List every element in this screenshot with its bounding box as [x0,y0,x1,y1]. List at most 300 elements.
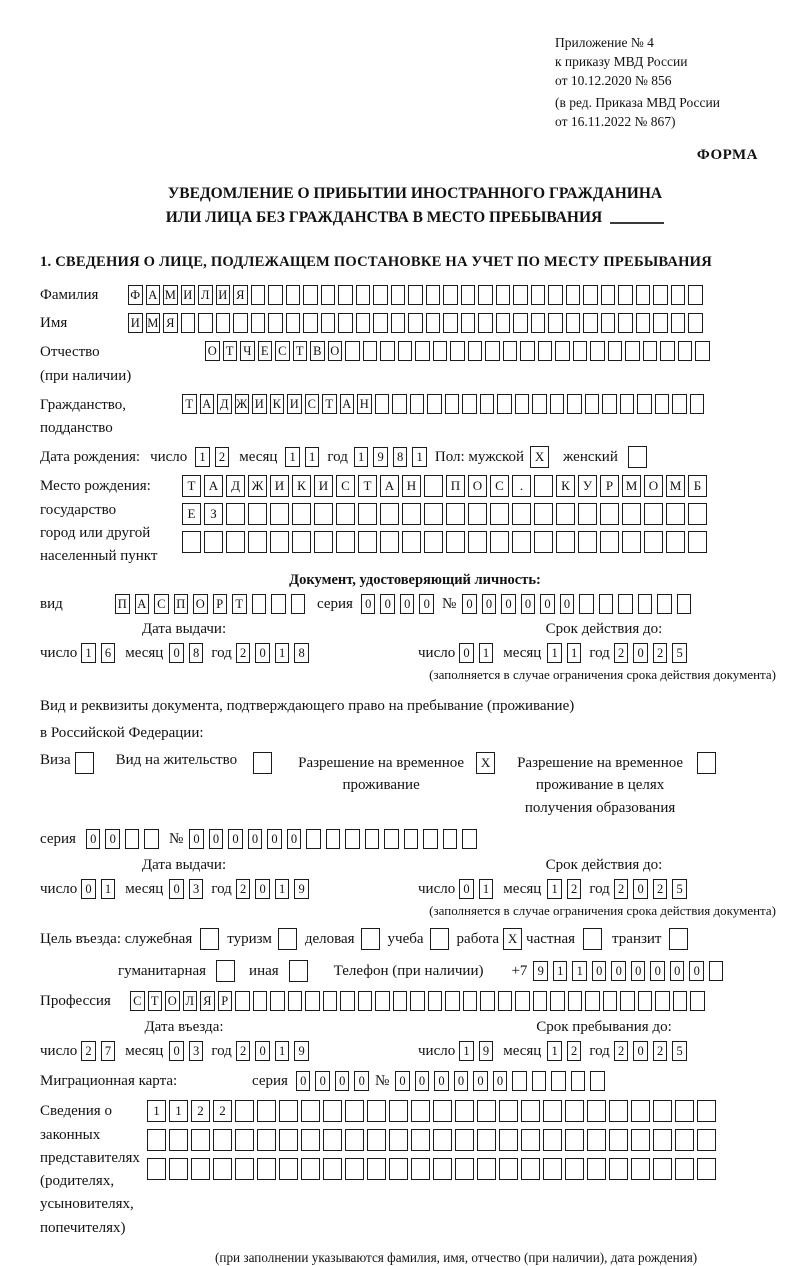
form-cell[interactable] [660,341,675,361]
form-cell[interactable] [478,285,493,305]
form-cell[interactable] [585,394,600,414]
form-cell[interactable] [345,1129,364,1151]
form-cell[interactable] [213,1158,232,1180]
form-cell[interactable]: 2 [236,643,251,663]
form-cell[interactable]: И [216,285,231,305]
form-cell[interactable] [468,503,487,525]
form-cell[interactable] [314,503,333,525]
form-cell[interactable]: С [490,475,509,497]
form-cell[interactable]: 3 [189,879,204,899]
form-cell[interactable]: 1 [275,879,290,899]
form-cell[interactable] [666,531,685,553]
form-cell[interactable]: А [340,394,355,414]
form-cell[interactable] [462,394,477,414]
form-cell[interactable]: 3 [189,1041,204,1061]
form-cell[interactable]: 2 [567,879,582,899]
form-cell[interactable] [198,313,213,333]
form-cell[interactable] [423,829,438,849]
form-cell[interactable] [373,313,388,333]
form-cell[interactable] [279,1129,298,1151]
form-cell[interactable] [455,1158,474,1180]
form-cell[interactable] [356,313,371,333]
form-cell[interactable] [365,829,380,849]
form-cell[interactable]: 6 [101,643,116,663]
form-cell[interactable]: И [181,285,196,305]
form-cell[interactable] [568,991,583,1011]
form-cell[interactable] [226,531,245,553]
form-cell[interactable]: 0 [335,1071,350,1091]
form-cell[interactable] [411,1129,430,1151]
form-cell[interactable] [533,991,548,1011]
form-cell[interactable]: Н [402,475,421,497]
form-cell[interactable] [321,313,336,333]
form-cell[interactable]: М [163,285,178,305]
form-cell[interactable]: С [305,394,320,414]
form-cell[interactable] [587,1158,606,1180]
form-cell[interactable] [363,341,378,361]
form-cell[interactable] [268,313,283,333]
form-cell[interactable] [345,829,360,849]
form-cell[interactable]: 0 [501,594,516,614]
form-cell[interactable]: 0 [459,879,474,899]
form-cell[interactable] [373,285,388,305]
form-cell[interactable]: М [622,475,641,497]
form-cell[interactable]: Д [226,475,245,497]
form-cell[interactable] [543,1158,562,1180]
form-cell[interactable] [251,313,266,333]
form-cell[interactable]: П [446,475,465,497]
form-cell[interactable] [428,991,443,1011]
form-cell[interactable] [289,960,308,982]
form-cell[interactable] [380,341,395,361]
form-cell[interactable]: 1 [547,643,562,663]
form-cell[interactable] [550,991,565,1011]
form-cell[interactable] [583,928,602,950]
form-cell[interactable] [235,1158,254,1180]
form-cell[interactable]: Ч [240,341,255,361]
form-cell[interactable] [144,829,159,849]
form-cell[interactable] [358,991,373,1011]
form-cell[interactable] [556,503,575,525]
form-cell[interactable]: 1 [169,1100,188,1122]
form-cell[interactable]: 0 [169,1041,184,1061]
form-cell[interactable] [321,285,336,305]
form-cell[interactable] [455,1129,474,1151]
form-cell[interactable] [303,285,318,305]
form-cell[interactable] [125,829,140,849]
form-cell[interactable] [497,394,512,414]
form-cell[interactable] [609,1129,628,1151]
form-cell[interactable] [191,1158,210,1180]
form-cell[interactable]: 0 [521,594,536,614]
form-cell[interactable] [253,752,272,774]
form-cell[interactable] [644,503,663,525]
form-cell[interactable]: 8 [393,447,408,467]
form-cell[interactable] [305,991,320,1011]
form-cell[interactable] [380,503,399,525]
form-cell[interactable]: 2 [653,643,668,663]
form-cell[interactable] [445,991,460,1011]
form-cell[interactable]: 0 [228,829,243,849]
form-cell[interactable] [323,991,338,1011]
form-cell[interactable] [248,531,267,553]
form-cell[interactable] [603,991,618,1011]
form-cell[interactable] [286,313,301,333]
form-cell[interactable]: А [200,394,215,414]
form-cell[interactable]: 0 [473,1071,488,1091]
form-cell[interactable] [279,1158,298,1180]
form-cell[interactable]: 1 [195,447,210,467]
form-cell[interactable] [450,341,465,361]
form-cell[interactable] [398,341,413,361]
form-cell[interactable] [424,475,443,497]
form-cell[interactable] [345,1100,364,1122]
form-cell[interactable] [521,1129,540,1151]
form-cell[interactable]: 1 [479,879,494,899]
form-cell[interactable] [543,1100,562,1122]
form-cell[interactable] [675,1100,694,1122]
form-cell[interactable] [600,531,619,553]
form-cell[interactable] [336,531,355,553]
form-cell[interactable]: Ф [128,285,143,305]
form-cell[interactable] [675,1129,694,1151]
form-cell[interactable] [306,829,321,849]
form-cell[interactable]: П [174,594,189,614]
form-cell[interactable]: Я [163,313,178,333]
form-cell[interactable]: А [146,285,161,305]
form-cell[interactable] [147,1158,166,1180]
form-cell[interactable] [515,394,530,414]
form-cell[interactable] [291,594,306,614]
form-cell[interactable]: С [154,594,169,614]
form-cell[interactable]: И [128,313,143,333]
form-cell[interactable] [169,1129,188,1151]
form-cell[interactable] [531,313,546,333]
form-cell[interactable] [565,1129,584,1151]
form-cell[interactable]: 5 [672,1041,687,1061]
form-cell[interactable] [666,503,685,525]
form-cell[interactable]: 0 [434,1071,449,1091]
form-cell[interactable] [270,531,289,553]
form-cell[interactable] [672,394,687,414]
form-cell[interactable]: 0 [611,961,626,981]
form-cell[interactable] [520,341,535,361]
form-cell[interactable] [200,928,219,950]
form-cell[interactable] [653,313,668,333]
form-cell[interactable] [579,594,594,614]
form-cell[interactable]: О [205,341,220,361]
form-cell[interactable] [424,503,443,525]
form-cell[interactable] [709,961,724,981]
form-cell[interactable]: 0 [689,961,704,981]
form-cell[interactable]: 2 [653,879,668,899]
form-cell[interactable]: 9 [533,961,548,981]
form-cell[interactable] [468,341,483,361]
form-cell[interactable] [314,531,333,553]
form-cell[interactable] [426,285,441,305]
form-cell[interactable]: 1 [305,447,320,467]
form-cell[interactable] [490,503,509,525]
form-cell[interactable] [446,531,465,553]
form-cell[interactable] [181,313,196,333]
form-cell[interactable] [499,1158,518,1180]
form-cell[interactable]: Е [182,503,201,525]
form-cell[interactable] [534,475,553,497]
form-cell[interactable] [301,1158,320,1180]
form-cell[interactable] [565,1100,584,1122]
form-cell[interactable] [443,285,458,305]
form-cell[interactable]: X [530,446,549,468]
form-cell[interactable]: В [310,341,325,361]
form-cell[interactable]: К [270,394,285,414]
form-cell[interactable]: 8 [294,643,309,663]
form-cell[interactable]: 0 [361,594,376,614]
form-cell[interactable]: Ж [248,475,267,497]
form-cell[interactable] [253,991,268,1011]
form-cell[interactable] [690,991,705,1011]
form-cell[interactable]: 0 [454,1071,469,1091]
form-cell[interactable] [669,928,688,950]
form-cell[interactable]: 2 [215,447,230,467]
form-cell[interactable] [573,341,588,361]
form-cell[interactable]: Р [218,991,233,1011]
form-cell[interactable] [411,1158,430,1180]
form-cell[interactable] [578,503,597,525]
form-cell[interactable] [671,285,686,305]
form-cell[interactable] [637,394,652,414]
form-cell[interactable]: Д [217,394,232,414]
form-cell[interactable]: 2 [191,1100,210,1122]
form-cell[interactable]: 2 [236,1041,251,1061]
form-cell[interactable]: 0 [670,961,685,981]
form-cell[interactable] [477,1129,496,1151]
form-cell[interactable] [697,1100,716,1122]
form-cell[interactable] [191,1129,210,1151]
form-cell[interactable]: 1 [81,643,96,663]
form-cell[interactable] [631,1100,650,1122]
form-cell[interactable] [391,313,406,333]
form-cell[interactable] [410,394,425,414]
form-cell[interactable] [618,285,633,305]
form-cell[interactable] [235,1129,254,1151]
form-cell[interactable]: 0 [415,1071,430,1091]
form-cell[interactable] [392,394,407,414]
form-cell[interactable] [445,394,460,414]
form-cell[interactable] [590,341,605,361]
form-cell[interactable] [622,531,641,553]
form-cell[interactable] [270,503,289,525]
form-cell[interactable] [688,531,707,553]
form-cell[interactable]: Я [200,991,215,1011]
form-cell[interactable]: 8 [189,643,204,663]
form-cell[interactable] [404,829,419,849]
form-cell[interactable] [688,313,703,333]
form-cell[interactable]: О [644,475,663,497]
form-cell[interactable] [600,503,619,525]
form-cell[interactable] [521,1100,540,1122]
form-cell[interactable]: 0 [633,1041,648,1061]
form-cell[interactable]: 0 [633,879,648,899]
form-cell[interactable] [515,991,530,1011]
form-cell[interactable] [534,531,553,553]
form-cell[interactable] [609,1100,628,1122]
form-cell[interactable] [587,1100,606,1122]
form-cell[interactable] [389,1129,408,1151]
form-cell[interactable]: 0 [209,829,224,849]
form-cell[interactable]: 9 [294,879,309,899]
form-cell[interactable] [415,341,430,361]
form-cell[interactable]: И [287,394,302,414]
form-cell[interactable]: 1 [572,961,587,981]
form-cell[interactable]: Е [258,341,273,361]
form-cell[interactable] [367,1129,386,1151]
form-cell[interactable] [583,285,598,305]
form-cell[interactable] [655,394,670,414]
form-cell[interactable]: 7 [101,1041,116,1061]
form-cell[interactable]: 0 [419,594,434,614]
form-cell[interactable]: 0 [459,643,474,663]
form-cell[interactable]: 1 [101,879,116,899]
form-cell[interactable] [548,285,563,305]
form-cell[interactable] [408,313,423,333]
form-cell[interactable] [326,829,341,849]
form-cell[interactable] [461,285,476,305]
form-cell[interactable] [620,991,635,1011]
form-cell[interactable] [480,991,495,1011]
form-cell[interactable] [463,991,478,1011]
form-cell[interactable]: 9 [479,1041,494,1061]
form-cell[interactable] [622,503,641,525]
form-cell[interactable] [551,1071,566,1091]
form-cell[interactable] [323,1158,342,1180]
form-cell[interactable] [620,394,635,414]
form-cell[interactable] [512,531,531,553]
form-cell[interactable] [695,341,710,361]
form-cell[interactable]: Р [600,475,619,497]
form-cell[interactable]: И [270,475,289,497]
form-cell[interactable] [697,752,716,774]
form-cell[interactable]: X [476,752,495,774]
form-cell[interactable] [636,313,651,333]
form-cell[interactable] [216,960,235,982]
form-cell[interactable] [587,1129,606,1151]
form-cell[interactable] [268,285,283,305]
form-cell[interactable]: М [146,313,161,333]
form-cell[interactable] [628,446,647,468]
form-cell[interactable] [279,1100,298,1122]
form-cell[interactable]: 2 [81,1041,96,1061]
form-cell[interactable]: 2 [614,1041,629,1061]
form-cell[interactable]: Т [182,394,197,414]
form-cell[interactable] [602,394,617,414]
form-cell[interactable]: 9 [373,447,388,467]
form-cell[interactable]: 1 [412,447,427,467]
form-cell[interactable] [336,503,355,525]
form-cell[interactable]: Р [213,594,228,614]
form-cell[interactable] [638,991,653,1011]
form-cell[interactable]: 0 [248,829,263,849]
form-cell[interactable] [499,1100,518,1122]
form-cell[interactable]: А [380,475,399,497]
form-cell[interactable] [430,928,449,950]
form-cell[interactable]: 0 [482,594,497,614]
form-cell[interactable] [340,991,355,1011]
form-cell[interactable] [402,503,421,525]
form-cell[interactable]: 0 [255,643,270,663]
form-cell[interactable] [301,1129,320,1151]
form-cell[interactable] [411,1100,430,1122]
form-cell[interactable] [503,341,518,361]
form-cell[interactable]: К [556,475,575,497]
form-cell[interactable] [496,285,511,305]
form-cell[interactable]: 5 [672,643,687,663]
form-cell[interactable] [565,1158,584,1180]
form-cell[interactable]: 2 [213,1100,232,1122]
form-cell[interactable] [697,1129,716,1151]
form-cell[interactable] [609,1158,628,1180]
form-cell[interactable]: Я [233,285,248,305]
form-cell[interactable]: З [204,503,223,525]
form-cell[interactable] [257,1129,276,1151]
form-cell[interactable] [345,1158,364,1180]
form-cell[interactable] [638,594,653,614]
form-cell[interactable] [443,829,458,849]
form-cell[interactable]: 0 [380,594,395,614]
form-cell[interactable] [410,991,425,1011]
form-cell[interactable]: 0 [633,643,648,663]
form-cell[interactable] [496,313,511,333]
form-cell[interactable]: 0 [395,1071,410,1091]
form-cell[interactable]: 5 [672,879,687,899]
form-cell[interactable] [521,1158,540,1180]
form-cell[interactable]: 0 [540,594,555,614]
form-cell[interactable] [426,313,441,333]
form-cell[interactable]: 0 [287,829,302,849]
form-cell[interactable] [636,285,651,305]
form-cell[interactable]: 0 [86,829,101,849]
form-cell[interactable] [278,928,297,950]
form-cell[interactable]: 1 [547,1041,562,1061]
form-cell[interactable] [270,991,285,1011]
form-cell[interactable]: 0 [81,879,96,899]
form-cell[interactable] [443,313,458,333]
form-cell[interactable]: И [252,394,267,414]
form-cell[interactable]: X [503,928,522,950]
form-cell[interactable]: 1 [479,643,494,663]
form-cell[interactable] [226,503,245,525]
form-cell[interactable] [688,503,707,525]
form-cell[interactable]: 0 [255,879,270,899]
form-cell[interactable]: 2 [236,879,251,899]
form-cell[interactable] [601,313,616,333]
form-cell[interactable] [461,313,476,333]
form-cell[interactable]: 0 [592,961,607,981]
form-cell[interactable] [235,1100,254,1122]
form-cell[interactable] [477,1100,496,1122]
form-cell[interactable] [271,594,286,614]
form-cell[interactable] [358,503,377,525]
form-cell[interactable] [391,285,406,305]
form-cell[interactable] [75,752,94,774]
form-cell[interactable] [608,341,623,361]
form-cell[interactable] [292,531,311,553]
form-cell[interactable] [590,1071,605,1091]
form-cell[interactable] [555,341,570,361]
form-cell[interactable] [433,1100,452,1122]
form-cell[interactable] [499,1129,518,1151]
form-cell[interactable]: Т [223,341,238,361]
form-cell[interactable]: А [135,594,150,614]
